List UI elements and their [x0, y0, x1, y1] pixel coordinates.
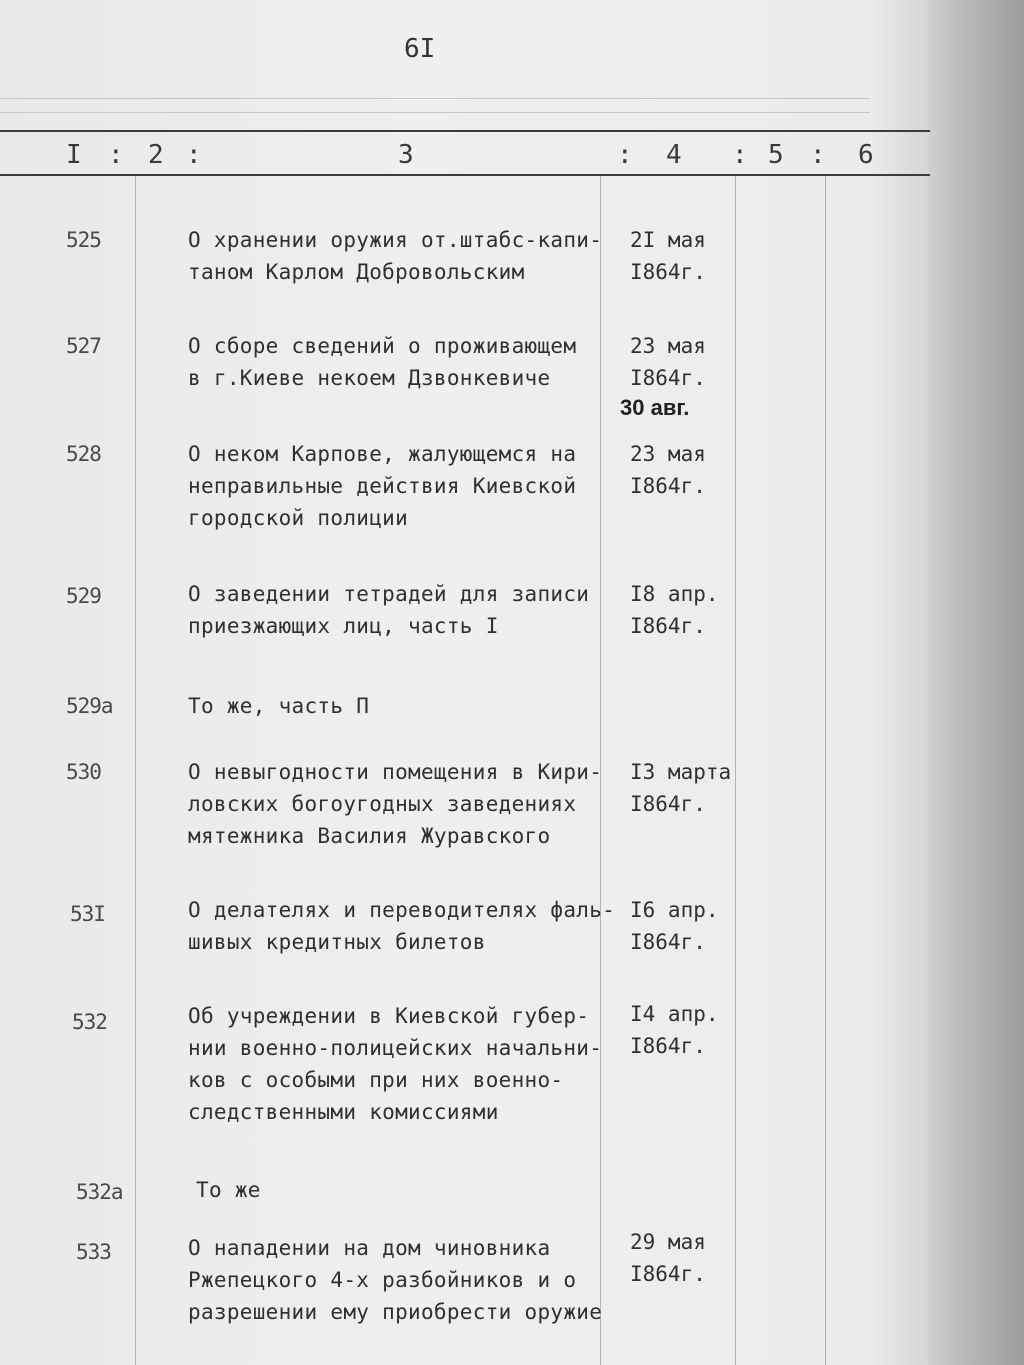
column-separator: :	[186, 140, 202, 170]
column-separator: :	[617, 140, 633, 170]
entry-date-line: I864г.	[630, 614, 706, 638]
entry-title-line: в г.Киеве некоем Дзвонкевиче	[188, 366, 551, 390]
entry-title-line: городской полиции	[188, 506, 409, 530]
entry-title-line: шивых кредитных билетов	[188, 930, 486, 954]
entry-title-line: таном Карлом Добровольским	[188, 260, 525, 284]
column-number: 3	[398, 140, 414, 170]
entry-date-line: I864г.	[630, 1262, 706, 1286]
bleed-through-line	[0, 112, 870, 113]
entry-title-line: Об учреждении в Киевской губер-	[188, 1004, 590, 1028]
page-number: 6I	[404, 34, 436, 64]
entry-title-line: приезжающих лиц, часть I	[188, 614, 499, 638]
entry-title-line: О заведении тетрадей для записи	[188, 582, 590, 606]
entry-number: 532	[72, 1010, 107, 1034]
entry-title-line: Ржепецкого 4-х разбойников и о	[188, 1268, 577, 1292]
entry-number: 527	[66, 334, 101, 358]
entry-date-line: I3 марта	[630, 760, 732, 784]
column-number: 2	[148, 140, 164, 170]
entry-date-line: 23 мая	[630, 334, 706, 358]
added-date-annotation: 30 авг.	[620, 395, 690, 420]
entry-date-line: 2I мая	[630, 228, 706, 252]
header-rule-bottom	[0, 174, 930, 176]
entry-date-line: I6 апр.	[630, 898, 719, 922]
entry-title-line: разрешении ему приобрести оружие	[188, 1300, 603, 1324]
entry-title-line: О неком Карпове, жалующемся на	[188, 442, 577, 466]
column-divider	[135, 176, 136, 1365]
column-separator: :	[732, 140, 748, 170]
entry-number: 528	[66, 442, 101, 466]
column-divider	[735, 176, 736, 1365]
header-rule-top	[0, 130, 930, 132]
entry-number: 525	[66, 228, 101, 252]
entry-title-line: О невыгодности помещения в Кири-	[188, 760, 603, 784]
entry-number: 53I	[70, 902, 105, 926]
column-number: 6	[858, 140, 874, 170]
entry-date-line: 23 мая	[630, 442, 706, 466]
entry-date-line: I864г.	[630, 930, 706, 954]
entry-title-line: неправильные действия Киевской	[188, 474, 577, 498]
entry-number: 529а	[66, 694, 113, 718]
column-number: 5	[768, 140, 784, 170]
entry-date-line: I864г.	[630, 366, 706, 390]
entry-number: 530	[66, 760, 101, 784]
entry-number: 529	[66, 584, 101, 608]
entry-title-line: О хранении оружия от.штабс-капи-	[188, 228, 603, 252]
page-edge-shadow	[929, 0, 1024, 1365]
column-separator: :	[810, 140, 826, 170]
column-number: I	[66, 140, 82, 170]
column-separator: :	[108, 140, 124, 170]
entry-title-line: следственными комиссиями	[188, 1100, 499, 1124]
entry-date-line: I864г.	[630, 792, 706, 816]
entry-date-line: I8 апр.	[630, 582, 719, 606]
bleed-through-line	[0, 98, 870, 99]
entry-date-line: 29 мая	[630, 1230, 706, 1254]
entry-title-line: О делателях и переводителях фаль-	[188, 898, 616, 922]
entry-title-line: мятежника Василия Журавского	[188, 824, 551, 848]
column-number: 4	[666, 140, 682, 170]
entry-date-line: I864г.	[630, 1034, 706, 1058]
entry-number: 533	[76, 1240, 111, 1264]
entry-date-line: I4 апр.	[630, 1002, 719, 1026]
entry-date-line: I864г.	[630, 474, 706, 498]
column-divider	[825, 176, 826, 1365]
entry-date-line: I864г.	[630, 260, 706, 284]
entry-title-line: То же, часть П	[188, 694, 370, 718]
entry-title-line: нии военно-полицейских начальни-	[188, 1036, 603, 1060]
entry-title-line: О нападении на дом чиновника	[188, 1236, 551, 1260]
entry-title-line: ловских богоугодных заведениях	[188, 792, 577, 816]
entry-title-line: То же	[196, 1178, 261, 1202]
entry-title-line: ков с особыми при них военно-	[188, 1068, 564, 1092]
entry-title-line: О сборе сведений о проживающем	[188, 334, 577, 358]
entry-number: 532а	[76, 1180, 123, 1204]
